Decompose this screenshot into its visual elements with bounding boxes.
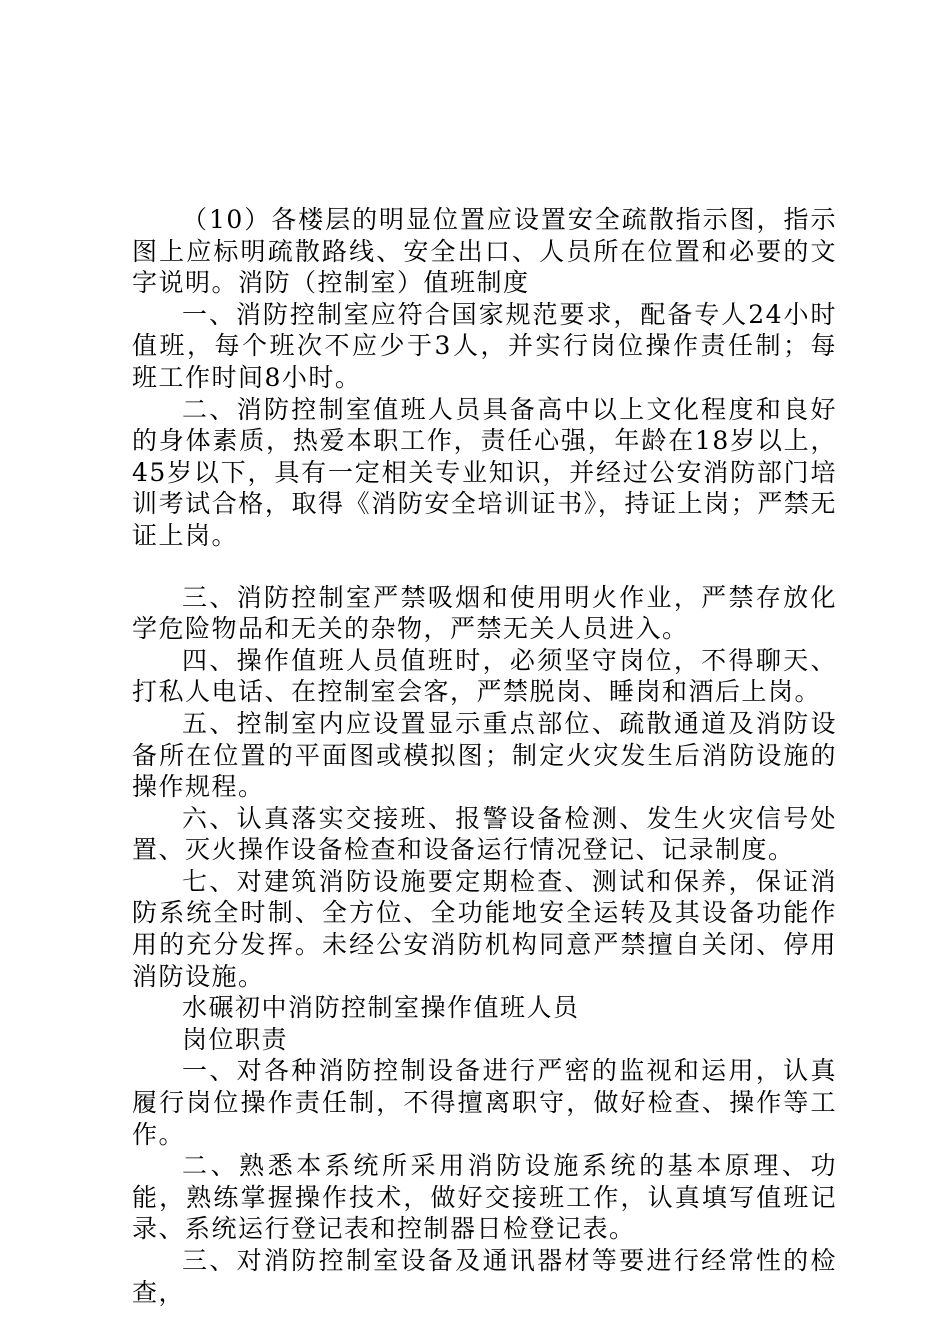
paragraph-rule-6: 六、认真落实交接班、报警设备检测、发生火灾信号处置、灭火操作设备检查和设备运行情况登记、记录制度。	[132, 803, 837, 865]
paragraph-duty-2: 二、熟悉本系统所采用消防设施系统的基本原理、功能，熟练掌握操作技术，做好交接班工作，认真填写值班记录、系统运行登记表和控制器日检登记表。	[132, 1151, 837, 1244]
paragraph-rule-2: 二、消防控制室值班人员具备高中以上文化程度和良好的身体素质，热爱本职工作，责任心强，年龄在18岁以上，45岁以下，具有一定相关专业知识，并经过公安消防部门培训考试合格，取得《消防安全培训证书》，持证上岗；严禁无证上岗。	[132, 394, 837, 550]
section-heading-line-1: 水碾初中消防控制室操作值班人员	[182, 993, 580, 1023]
paragraph-rule-5: 五、控制室内应设置显示重点部位、疏散通道及消防设备所在位置的平面图或模拟图；制定火灾发生后消防设施的操作规程。	[132, 708, 837, 802]
paragraph-rule-3: 三、消防控制室严禁吸烟和使用明火作业，严禁存放化学危险物品和无关的杂物，严禁无关人员进入。	[132, 582, 837, 644]
paragraph-duty-1: 一、对各种消防控制设备进行严密的监视和运用，认真履行岗位操作责任制，不得擅离职守，做好检查、操作等工作。	[132, 1056, 837, 1149]
paragraph-evacuation-map: （10）各楼层的明显位置应设置安全疏散指示图，指示图上应标明疏散路线、安全出口、人员所在位置和必要的文字说明。消防（控制室）值班制度	[132, 205, 837, 298]
document-body	[132, 204, 837, 1308]
paragraph-rule-7: 七、对建筑消防设施要定期检查、测试和保养，保证消防系统全时制、全方位、全功能地安全运转及其设备功能作用的充分发挥。未经公安消防机构同意严禁擅自关闭、停用消防设施。	[132, 866, 837, 991]
paragraph-rule-4: 四、操作值班人员值班时，必须坚守岗位，不得聊天、打私人电话、在控制室会客，严禁脱岗、睡岗和酒后上岗。	[132, 645, 837, 707]
paragraph-duty-3: 三、对消防控制室设备及通讯器材等要进行经常性的检查，	[132, 1246, 837, 1307]
section-heading-line-2: 岗位职责	[182, 1024, 289, 1054]
paragraph-rule-1: 一、消防控制室应符合国家规范要求，配备专人24小时值班，每个班次不应少于3人，并实行岗位操作责任制；每班工作时间8小时。	[132, 299, 837, 392]
